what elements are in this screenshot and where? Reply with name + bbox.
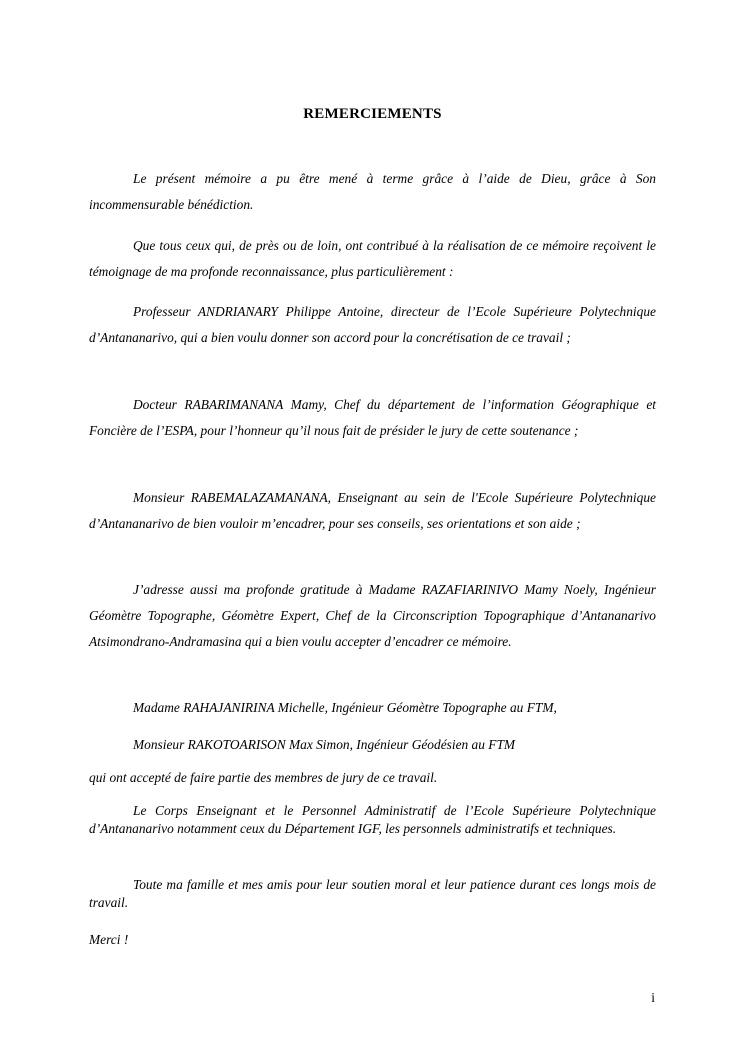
paragraph-jury-president: Docteur RABARIMANANA Mamy, Chef du département de l’information Géographique et Foncière de l’ESPA, pour l’honneur qu’il nous fait de présider le jury de cette soutenance ; <box>89 397 656 438</box>
paragraph-jury-member-2: Monsieur RAKOTOARISON Max Simon, Ingénieur Géodésien au FTM <box>133 737 516 752</box>
paragraph-jury-member-1: Madame RAHAJANIRINA Michelle, Ingénieur Géomètre Topographe au FTM, <box>133 700 557 715</box>
page-title: REMERCIEMENTS <box>303 106 442 122</box>
paragraph-jury-note: qui ont accepté de faire partie des membres de jury de ce travail. <box>89 770 438 785</box>
paragraph-thanks-all: Que tous ceux qui, de près ou de loin, ont contribué à la réalisation de ce mémoire reçoivent le témoignage de ma profonde reconnaissance, plus particulièrement : <box>89 238 656 279</box>
paragraph-teaching-staff: Le Corps Enseignant et le Personnel Administratif de l’Ecole Supérieure Polytechnique d’Antananarivo notamment ceux du Département IGF, les personnels administratifs et techniques. <box>89 803 656 836</box>
paragraph-supervisor: Monsieur RABEMALAZAMANANA, Enseignant au sein de l'Ecole Supérieure Polytechnique d’Antananarivo de bien vouloir m’encadrer, pour ses conseils, ses orientations et son aide ; <box>89 490 656 531</box>
paragraph-director: Professeur ANDRIANARY Philippe Antoine, directeur de l’Ecole Supérieure Polytechnique d’Antananarivo, qui a bien voulu donner son accord pour la concrétisation de ce travail ; <box>89 304 656 345</box>
paragraph-closing: Merci ! <box>89 932 129 947</box>
page-number: i <box>651 990 655 1005</box>
paragraph-family: Toute ma famille et mes amis pour leur soutien moral et leur patience durant ces longs mois de travail. <box>89 877 656 910</box>
paragraph-gratitude: J’adresse aussi ma profonde gratitude à Madame RAZAFIARINIVO Mamy Noely, Ingénieur Géomètre Topographe, Géomètre Expert, Chef de la Circonscription Topographique d’Antananarivo Atsimondrano-Andramasina qui a bien voulu accepter d’encadrer ce mémoire. <box>89 582 656 649</box>
paragraph-intro: Le présent mémoire a pu être mené à terme grâce à l’aide de Dieu, grâce à Son incommensurable bénédiction. <box>89 171 656 212</box>
